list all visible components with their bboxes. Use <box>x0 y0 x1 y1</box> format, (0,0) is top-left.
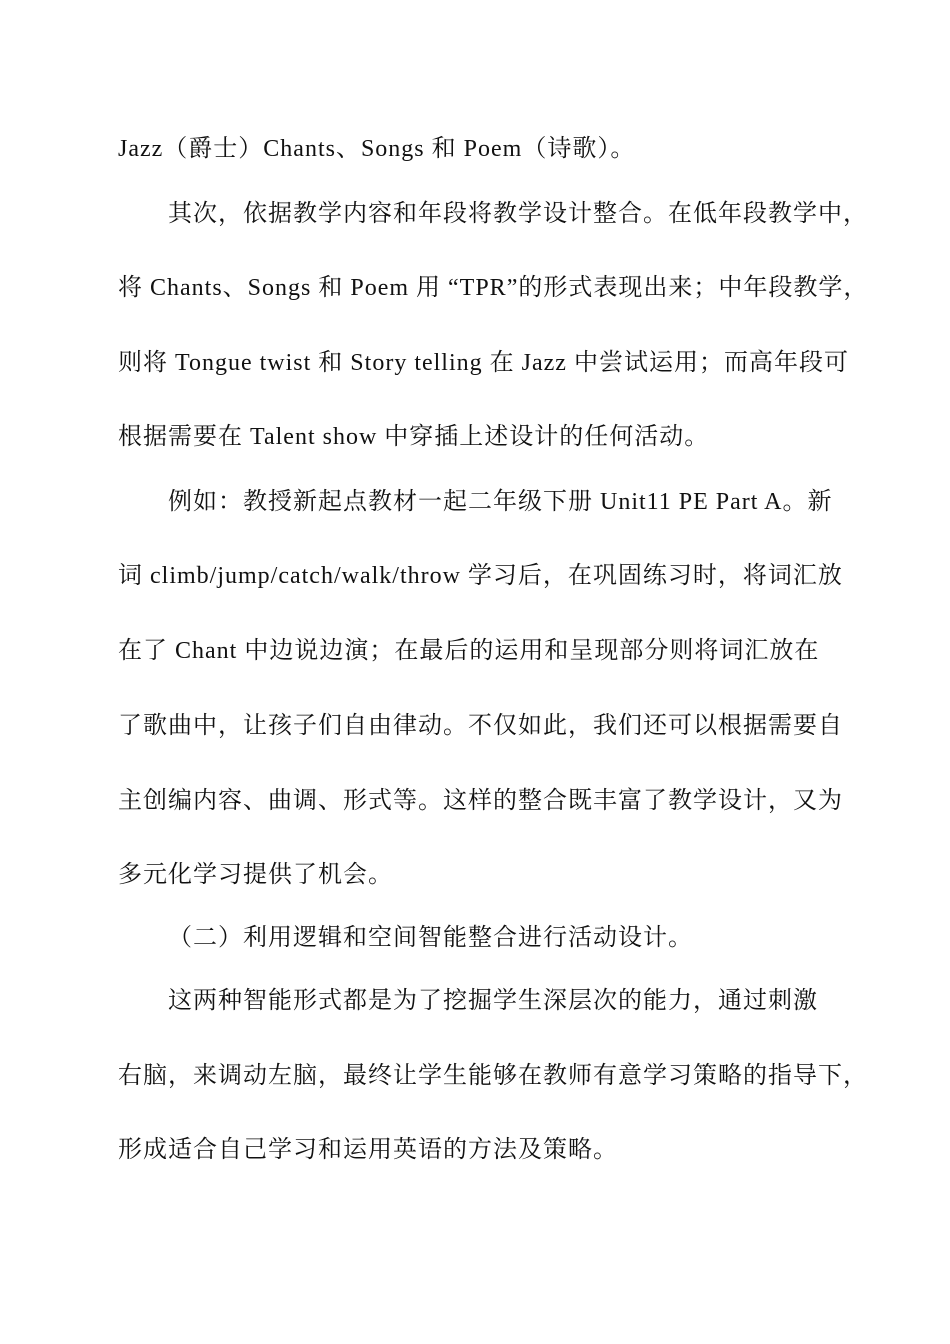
text-line-9: 了歌曲中，让孩子们自由律动。不仅如此，我们还可以根据需要自 <box>118 713 843 739</box>
text-line-14: 右脑，来调动左脑，最终让学生能够在教师有意学习策略的指导下， <box>118 1063 868 1089</box>
text-line-8: 在了 Chant 中边说边演；在最后的运用和呈现部分则将词汇放在 <box>118 638 820 664</box>
text-line-10: 主创编内容、曲调、形式等。这样的整合既丰富了教学设计，又为 <box>118 788 843 814</box>
text-line-4: 则将 Tongue twist 和 Story telling 在 Jazz 中尝试运用；而高年段可 <box>118 350 849 376</box>
text-line-6: 例如：教授新起点教材一起二年级下册 Unit11 PE Part A。新 <box>168 489 833 515</box>
text-line-3: 将 Chants、Songs 和 Poem 用 “TPR”的形式表现出来；中年段教学， <box>118 275 869 301</box>
text-line-15: 形成适合自己学习和运用英语的方法及策略。 <box>118 1137 618 1163</box>
text-line-1: Jazz（爵士）Chants、Songs 和 Poem（诗歌）。 <box>118 136 636 162</box>
text-line-11: 多元化学习提供了机会。 <box>118 862 393 888</box>
text-line-2: 其次，依据教学内容和年段将教学设计整合。在低年段教学中， <box>168 201 868 227</box>
text-line-7: 词 climb/jump/catch/walk/throw 学习后，在巩固练习时，将词汇放 <box>118 563 843 589</box>
text-line-13: 这两种智能形式都是为了挖掘学生深层次的能力，通过刺激 <box>168 988 818 1014</box>
section-heading: （二）利用逻辑和空间智能整合进行活动设计。 <box>168 925 693 951</box>
text-line-5: 根据需要在 Talent show 中穿插上述设计的任何活动。 <box>118 424 710 450</box>
